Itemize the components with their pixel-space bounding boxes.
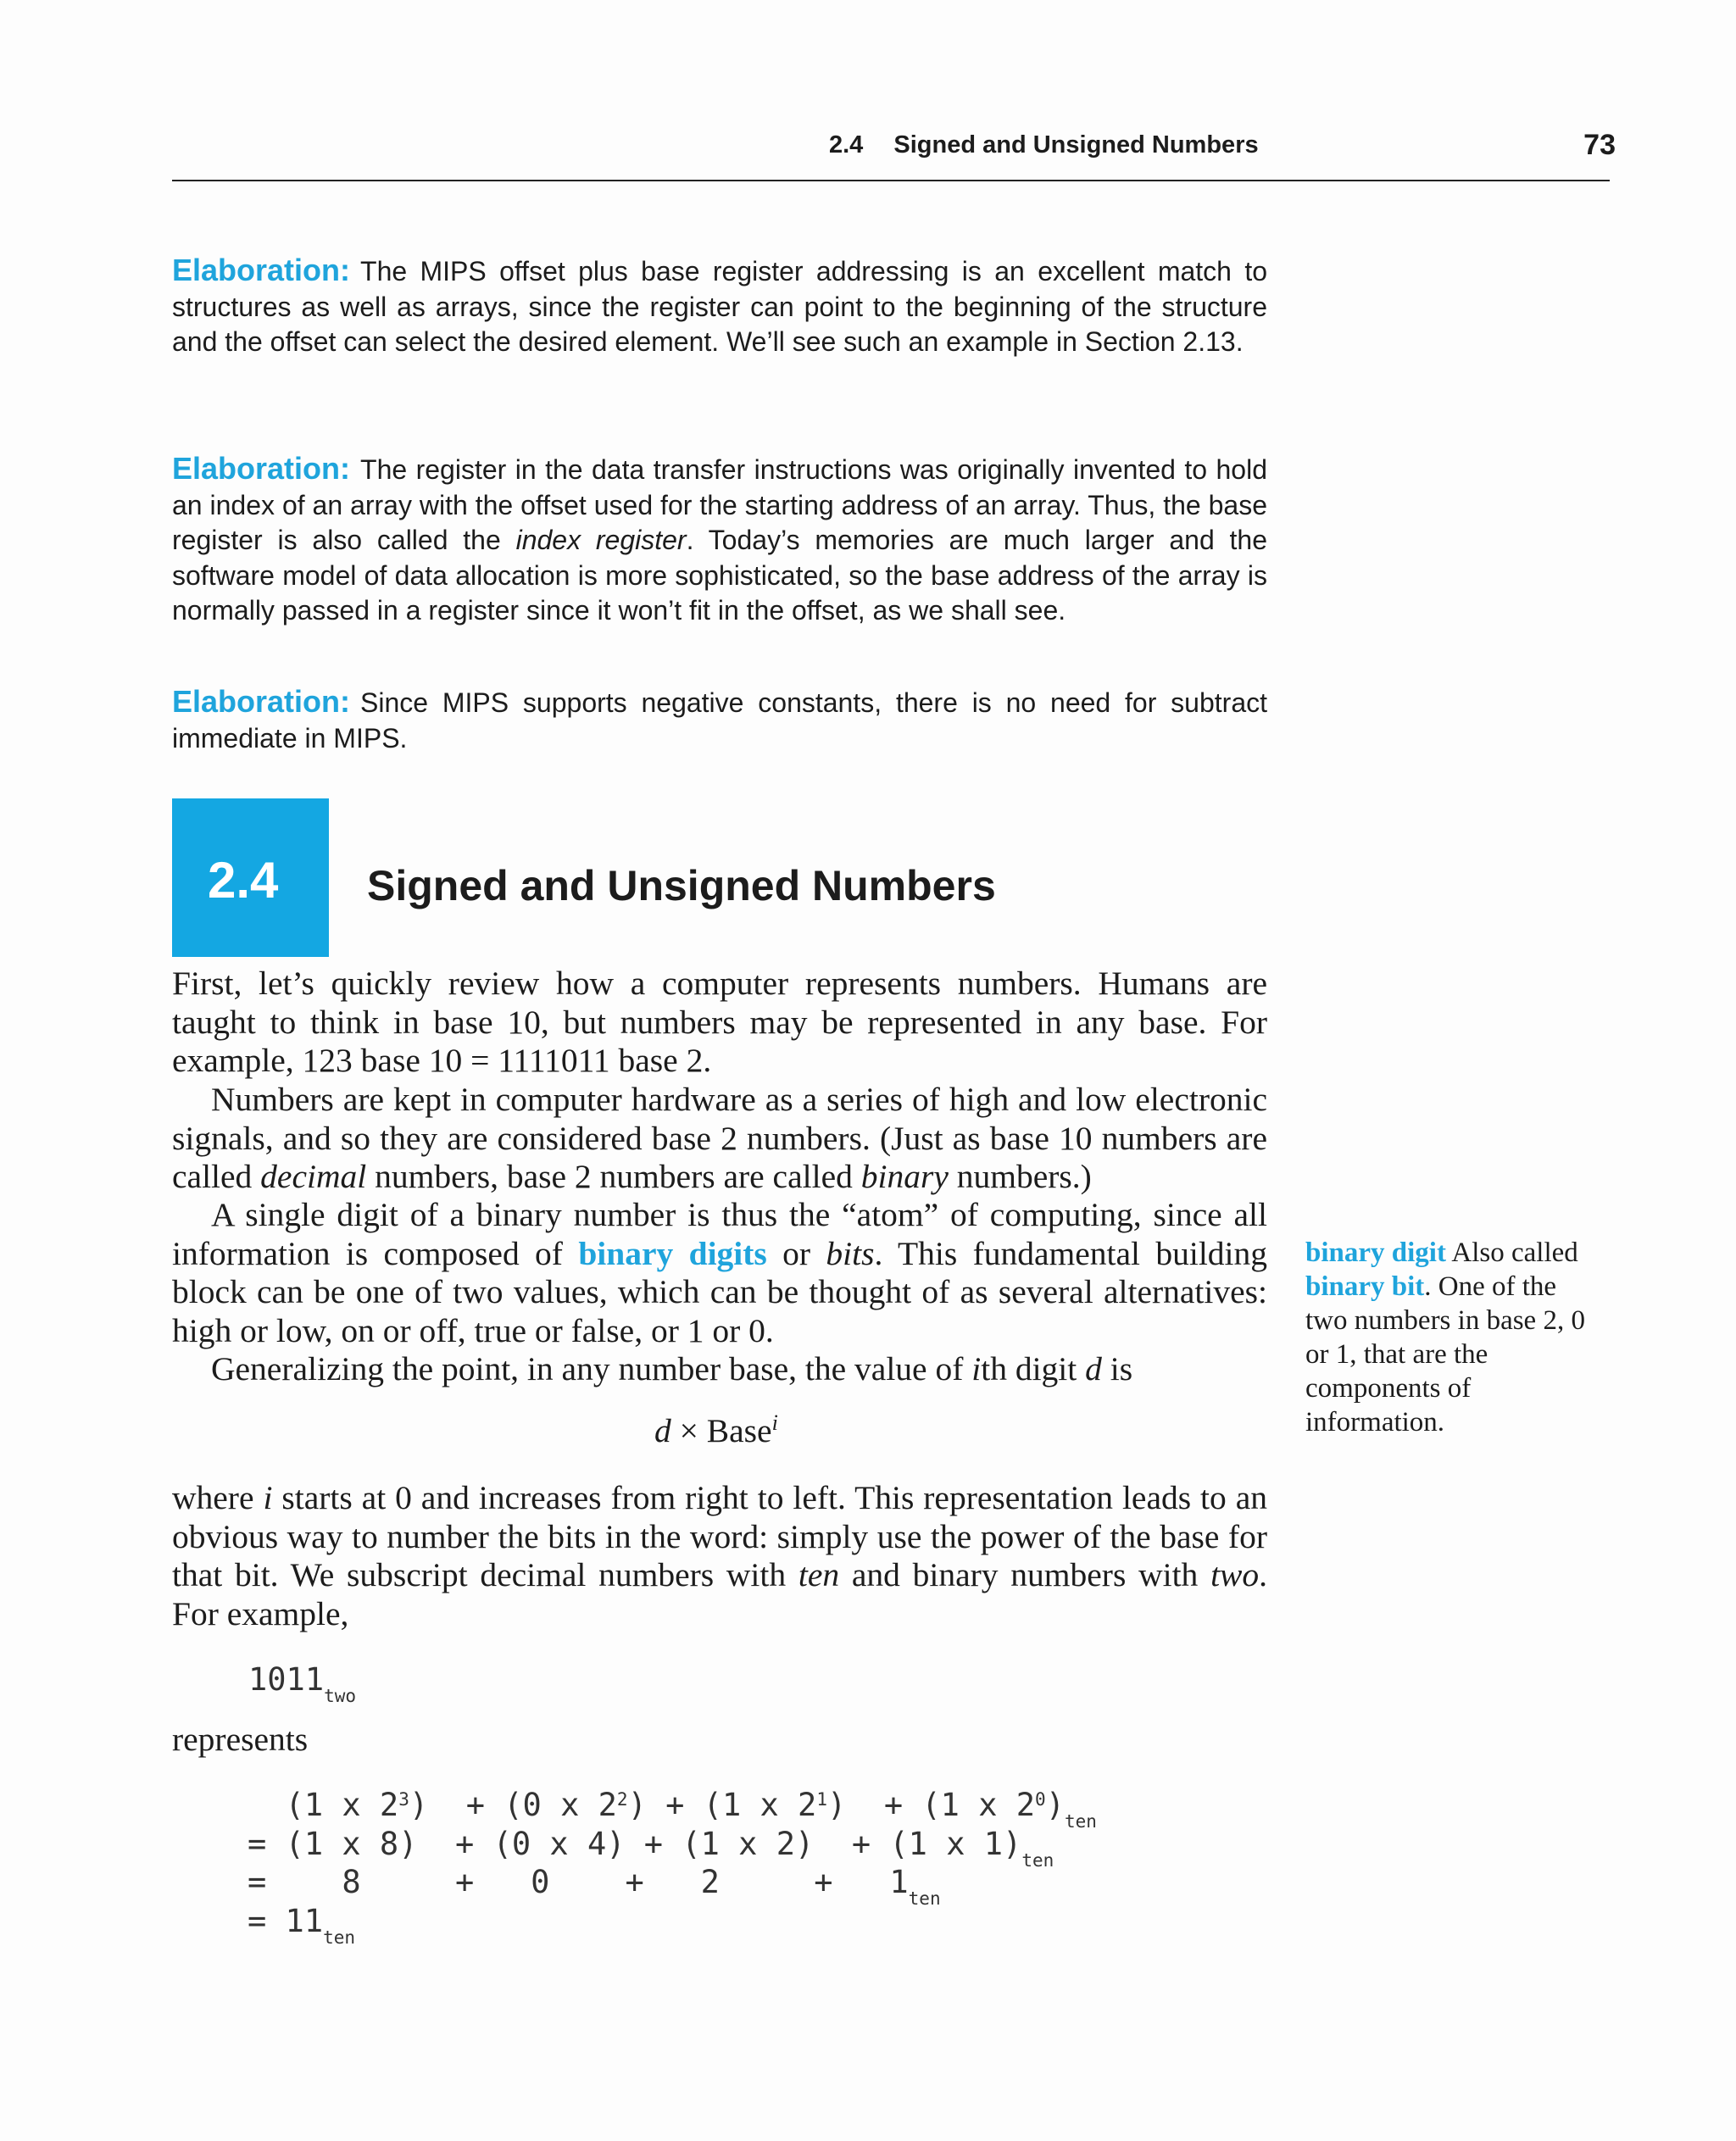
running-head — [829, 131, 1259, 159]
calculation-line-4: = $11_{ten}$ — [248, 1903, 356, 1948]
elaboration-label: Elaboration: — [172, 684, 351, 719]
header-rule — [172, 180, 1610, 181]
formula: d × Base$^i$ — [654, 1410, 778, 1450]
body-paragraph-5: where i starts at 0 and increases from right to left. This representation leads to an obvious way to number the bits in the word: simply use the power of the base for that bit. We subscript decimal numbers with ten and binary numbers with two. For example, — [172, 1479, 1268, 1632]
gloss-term: binary digit — [1305, 1237, 1446, 1268]
elaboration-label: Elaboration: — [172, 451, 351, 486]
elaboration-2 — [172, 451, 1267, 629]
running-head-section-number: 2.4 — [829, 131, 864, 158]
represents-text: represents — [172, 1721, 309, 1758]
elaboration-text: The register in the data transfer instructions was originally invented to hold an index of an array with the offset used for the starting address of an array. Thus, the base register is also called the — [172, 454, 1267, 555]
margin-glossary: binary digit Also called binary bit. One of the two numbers in base 2, 0 or 1, that are the components of information. — [1305, 1237, 1585, 1438]
running-head-title: Signed and Unsigned Numbers — [893, 131, 1259, 158]
elaboration-3 — [172, 684, 1267, 756]
elaboration-text: The MIPS offset plus base register addressing is an excellent match to structures as well as arrays, since the register can point to the beginning of the structure and the offset can select the desired element. We’ll see such an example in Section 2.13. — [172, 256, 1267, 357]
section-number-box — [172, 798, 329, 957]
calculation-line-3: = 8 + 0 + 2 + $1_{ten}$ — [248, 1864, 941, 1909]
calculation-line-1: (1 x $2^3) + (0$ x $2^2) + (1$ x $2^1) + (1$ x $2^0)_{ten}$ — [248, 1787, 1097, 1832]
section-number: 2.4 — [208, 852, 279, 909]
elaboration-label: Elaboration: — [172, 253, 351, 287]
gloss-term-2: binary bit — [1305, 1271, 1425, 1302]
elaboration-1 — [172, 253, 1267, 360]
key-term-binary-digits: binary digits — [578, 1234, 767, 1272]
body-paragraph-3: A single digit of a binary number is thus the “atom” of computing, since all information is composed of binary digits or bits. This fundamental building block can be one of two values, which can be thought of as several alternatives: high or low, on or off, true or false, or 1 or 0. — [172, 1196, 1268, 1349]
body-paragraph-2: Numbers are kept in computer hardware as a series of high and low electronic signals, and so they are considered base 2 numbers. (Just as base 10 numbers are called decimal numbers, base 2 numbers are called binary numbers.) — [172, 1081, 1267, 1195]
elaboration-italic: index register — [515, 525, 687, 555]
body-paragraph-1: First, let’s quickly review how a computer represents numbers. Humans are taught to think in base 10, but numbers may be represented in any base. For example, 123 base 10 = 1111011 base 2. — [172, 965, 1267, 1079]
binary-example: $1011_{two}$ — [248, 1661, 357, 1706]
calculation-line-2: = (1 x 8) + (0 x 4) + (1 x 2) + (1 x $1)_{ten}$ — [248, 1826, 1054, 1871]
body-paragraph-4: Generalizing the point, in any number base, the value of ith digit d is — [211, 1350, 1133, 1387]
elaboration-text: . Today’s memories are much larger and the software model of data allocation is more sophisticated, so the base address of the array is normally passed in a register since it won’t fit in the offset, as we shall see. — [172, 525, 1268, 626]
elaboration-text: Since MIPS supports negative constants, there is no need for subtract immediate in MIPS. — [172, 687, 1267, 754]
page-number: 73 — [1583, 129, 1616, 161]
section-title: Signed and Unsigned Numbers — [367, 862, 996, 909]
